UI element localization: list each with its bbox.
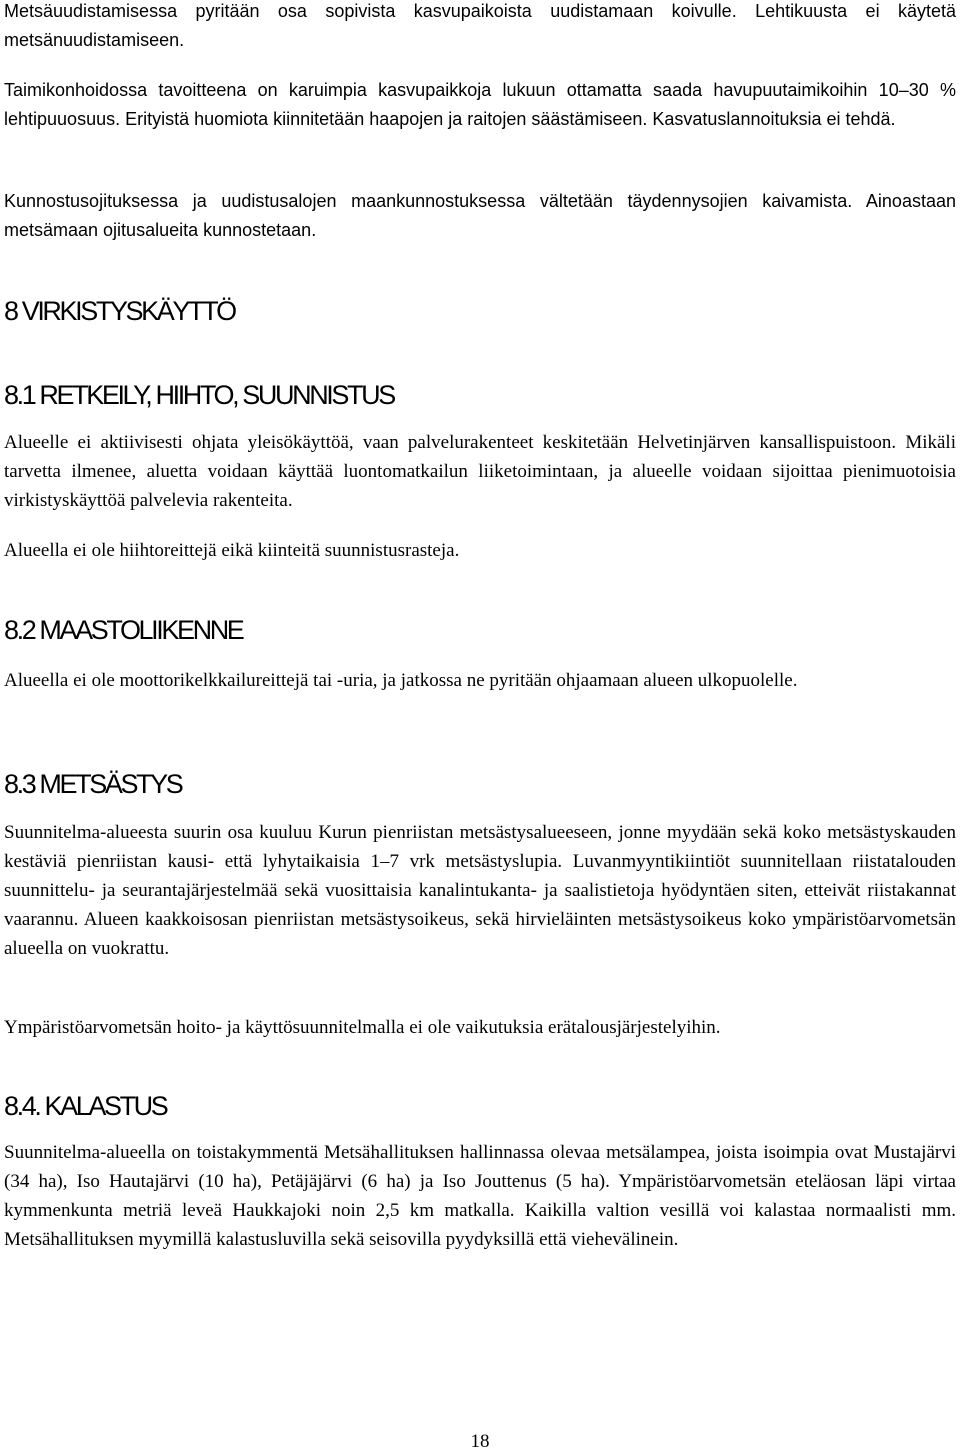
section-8-3-paragraph-2: Ympäristöarvometsän hoito- ja käyttösuunnitelmalla ei ole vaikutuksia erätalousjärjestelyihin. [4,1017,721,1038]
section-8-2-paragraph-1: Alueella ei ole moottorikelkkailureittejä tai -uria, ja jatkossa ne pyritään ohjaamaan alueen ulkopuolelle. [4,670,798,691]
page-number: 18 [470,1431,490,1452]
section-8-1-paragraph-1: Alueelle ei aktiivisesti ohjata yleisökäyttöä, vaan palvelurakenteet keskitetään Helvetinjärven kansallispuistoon. Mikäli tarvetta ilmenee, aluetta voidaan käyttää luontomatkailun liiketoimintaan, ja alueelle voidaan sijoittaa pienimuotoisia virkistyskäyttöä palvelevia rakenteita. [4,432,956,511]
section-8-4-heading: 8.4. KALASTUS [4,1091,167,1121]
section-8-3-paragraph-1: Suunnitelma-alueesta suurin osa kuuluu Kurun pienriistan metsästysalueeseen, jonne myydään sekä koko metsästyskauden kestäviä pienriistan kausi- että lyhytaikaisia 1–7 vrk metsästyslupia. Luvanmyyntikiintiöt suunnitellaan riistatalouden suunnittelu- ja seurantajärjestelmää sekä vuosittaisia kanalintukanta- ja saalistietoja hyödyntäen siten, etteivät riistakannat vaarannu. Alueen kaakkoisosan pienriistan metsästysoikeus, sekä hirvieläinten metsästysoikeus koko ympäristöarvometsän alueella on vuokrattu. [4,822,956,959]
intro-paragraph-3: Kunnostusojituksessa ja uudistusalojen maankunnostuksessa vältetään täydennysojien kaivamista. Ainoastaan metsämaan ojitusalueita kunnostetaan. [4,191,956,240]
intro-paragraph-1: Metsäuudistamisessa pyritään osa sopivista kasvupaikoista uudistamaan koivulle. Lehtikuusta ei käytetä metsänuudistamiseen. [4,1,956,50]
section-8-2-heading: 8.2 MAASTOLIIKENNE [4,615,243,645]
section-8-heading: 8 VIRKISTYSKÄYTTÖ [4,296,235,326]
section-8-3-heading: 8.3 METSÄSTYS [4,769,182,799]
section-8-1-paragraph-2: Alueella ei ole hiihtoreittejä eikä kiinteitä suunnistusrasteja. [4,540,460,561]
section-8-1-heading: 8.1 RETKEILY, HIIHTO, SUUNNISTUS [4,380,394,410]
intro-paragraph-2: Taimikonhoidossa tavoitteena on karuimpia kasvupaikkoja lukuun ottamatta saada havupuutaimikoihin 10–30 % lehtipuuosuus. Erityistä huomiota kiinnitetään haapojen ja raitojen säästämiseen. Kasvatuslannoituksia ei tehdä. [4,80,956,129]
section-8-4-paragraph-1: Suunnitelma-alueella on toistakymmentä Metsähallituksen hallinnassa olevaa metsälampea, joista isoimpia ovat Mustajärvi (34 ha), Iso Hautajärvi (10 ha), Petäjäjärvi (6 ha) ja Iso Jouttenus (5 ha). Ympäristöarvometsän eteläosan läpi virtaa kymmenkunta metriä leveä Haukkajoki noin 2,5 km matkalla. Kaikilla valtion vesillä voi kalastaa normaalisti mm. Metsähallituksen myymillä kalastusluvilla sekä seisovilla pyydyksillä että viehevälinein. [4,1142,956,1250]
